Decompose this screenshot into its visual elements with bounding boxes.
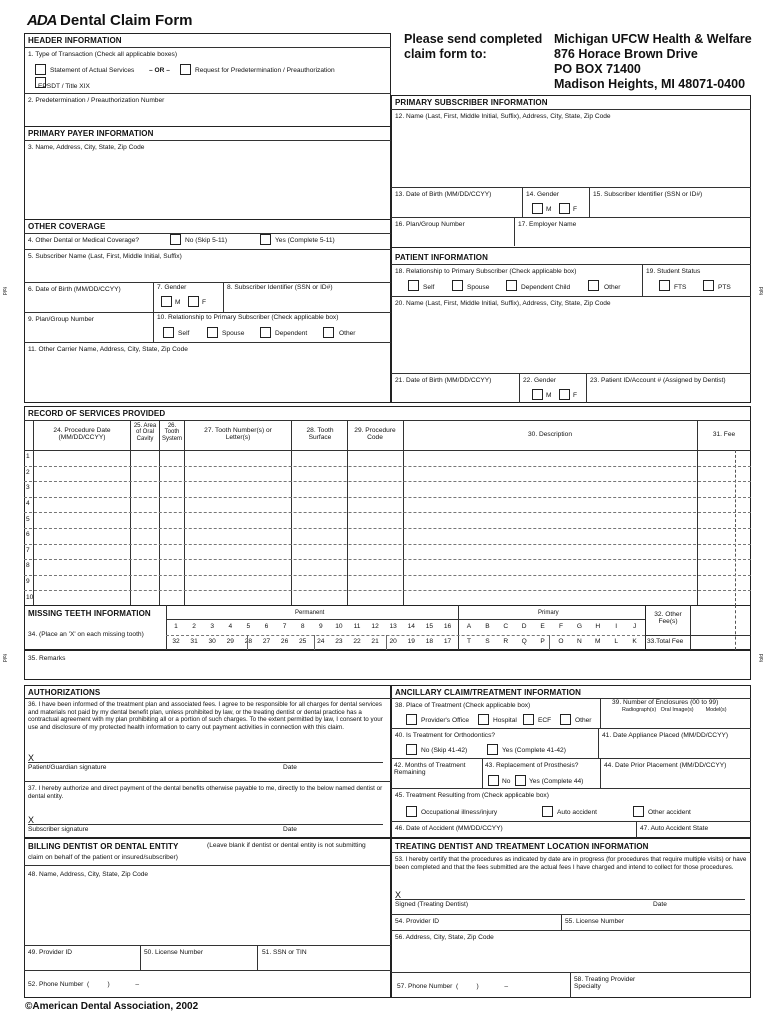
- header-information-title: HEADER INFORMATION: [28, 36, 122, 45]
- field-18-label: 18. Relationship to Primary Subscriber (Check applicable box): [395, 268, 577, 275]
- occupational-checkbox[interactable]: [406, 806, 417, 817]
- permanent-tooth[interactable]: 11: [353, 623, 361, 630]
- permanent-tooth[interactable]: 9: [318, 623, 323, 630]
- service-row[interactable]: [24, 590, 751, 606]
- rel-spouse-checkbox[interactable]: [207, 327, 218, 338]
- permanent-tooth[interactable]: 25: [299, 638, 307, 645]
- field-40-label: 40. Is Treatment for Orthodontics?: [395, 732, 496, 739]
- field-38-label: 38. Place of Treatment (Check applicable box): [395, 702, 531, 709]
- other-gender-f-label: F: [202, 299, 207, 306]
- missing-teeth-title: MISSING TEETH INFORMATION: [28, 609, 151, 618]
- billing-note: (Leave blank if dentist or dental entity is not submitting: [207, 842, 366, 849]
- x-mark-3: X: [395, 890, 402, 900]
- place-other-checkbox[interactable]: [560, 714, 571, 725]
- permanent-tooth[interactable]: 2: [192, 623, 196, 630]
- field-44-label: 44. Date Prior Placement (MM/DD/CCYY): [604, 762, 727, 769]
- field-36-text: 36. I have been informed of the treatment plan and associated fees. I agree to be responsible for all charges for dental services and materials not paid by my dental benefit plan, unless prohibited by law, or the treating dentist or dental practice has a contractual agreement with my plan prohibiting all or a portion of such charges. To the extent permitted by law, I consent to your use and disclosure of my protected health information to carry out payment activities in connection with this claim.: [28, 701, 383, 731]
- services-title: RECORD OF SERVICES PROVIDED: [28, 409, 166, 418]
- col-procedure-date: 24. Procedure Date (MM/DD/CCYY): [53, 427, 111, 441]
- ortho-yes-label: Yes (Complete 41-42): [502, 747, 566, 754]
- subscriber-date-label: Date: [283, 826, 297, 833]
- service-row[interactable]: [24, 497, 751, 513]
- service-row-number: 8: [26, 562, 30, 570]
- permanent-tooth[interactable]: 21: [371, 638, 379, 645]
- field-8-label: 8. Subscriber Identifier (SSN or ID#): [227, 284, 333, 291]
- permanent-tooth[interactable]: 27: [262, 638, 271, 645]
- pat-dependent-checkbox[interactable]: [506, 280, 517, 291]
- rel-dependent-label: Dependent: [275, 330, 308, 337]
- primary-tooth[interactable]: H: [595, 623, 601, 630]
- col-tooth-system: 26. Tooth System: [161, 423, 182, 442]
- field-19-label: 19. Student Status: [646, 268, 701, 275]
- permanent-tooth[interactable]: 17: [443, 638, 452, 645]
- primary-tooth[interactable]: C: [503, 623, 509, 630]
- permanent-tooth[interactable]: 18: [425, 638, 434, 645]
- prosthesis-yes-checkbox[interactable]: [515, 775, 526, 786]
- treating-signature-label: Signed (Treating Dentist): [395, 901, 469, 908]
- field-43-label: 43. Replacement of Prosthesis?: [485, 762, 579, 769]
- other-coverage-yes-label: Yes (Complete 5-11): [275, 237, 335, 244]
- treating-date-label: Date: [653, 901, 667, 908]
- auto-accident-checkbox[interactable]: [542, 806, 553, 817]
- field-32-label: 32. Other Fee(s): [654, 611, 682, 625]
- service-row[interactable]: [24, 481, 751, 497]
- permanent-tooth[interactable]: 24: [317, 638, 325, 645]
- pat-self-checkbox[interactable]: [408, 280, 419, 291]
- prosthesis-yes-label: Yes (Complete 44): [529, 778, 584, 785]
- other-gender-m-label: M: [175, 299, 181, 306]
- service-row[interactable]: [24, 512, 751, 528]
- other-gender-m-checkbox[interactable]: [161, 296, 172, 307]
- patient-signature-label: Patient/Guardian signature: [28, 764, 107, 771]
- col-tooth-surface: 28. Tooth Surface: [306, 427, 334, 441]
- primary-tooth[interactable]: T: [466, 638, 472, 645]
- ecf-checkbox[interactable]: [523, 714, 534, 725]
- pat-gender-f-checkbox[interactable]: [559, 389, 570, 400]
- field-33-label: 33.Total Fee: [647, 638, 684, 645]
- patient-date-label: Date: [283, 764, 297, 771]
- x-mark-1: X: [28, 753, 35, 763]
- pat-spouse-checkbox[interactable]: [452, 280, 463, 291]
- primary-tooth[interactable]: L: [614, 638, 619, 645]
- field-7-label: 7. Gender: [157, 284, 187, 291]
- field-22-label: 22. Gender: [523, 377, 556, 384]
- permanent-tooth[interactable]: 28: [244, 638, 253, 645]
- permanent-tooth[interactable]: 30: [208, 638, 216, 645]
- other-coverage-no-label: No (Skip 5-11): [185, 237, 228, 244]
- service-row[interactable]: [24, 575, 751, 591]
- field-16-label: 16. Plan/Group Number: [395, 221, 465, 228]
- field-2-label: 2. Predetermination / Preauthorization Number: [28, 97, 165, 104]
- address-line-4: Madison Heights, MI 48071-0400: [554, 77, 746, 91]
- ancillary-title: ANCILLARY CLAIM/TREATMENT INFORMATION: [395, 688, 582, 697]
- pat-dependent-label: Dependent Child: [521, 284, 571, 291]
- col-area-oral-cavity: 25. Area of Oral Cavity: [133, 423, 157, 442]
- field-39-subcolumns: Radiograph(s) Oral Image(s) Model(s): [622, 707, 727, 713]
- ortho-yes-checkbox[interactable]: [487, 744, 498, 755]
- service-row-number: 1: [26, 453, 30, 461]
- billing-note-2: claim on behalf of the patient or insured/subscriber): [28, 854, 178, 861]
- primary-tooth[interactable]: M: [595, 638, 601, 645]
- permanent-tooth[interactable]: 26: [280, 638, 289, 645]
- service-row-number: 7: [26, 546, 30, 554]
- patient-information-title: PATIENT INFORMATION: [395, 253, 489, 262]
- field-5-label: 5. Subscriber Name (Last, First, Middle Initial, Suffix): [28, 253, 182, 260]
- other-accident-checkbox[interactable]: [633, 806, 644, 817]
- field-37-text: 37. I hereby authorize and direct payment of the dental benefits otherwise payable to me, directly to the below named dentist or dental entity.: [28, 785, 383, 800]
- field-6-label: 6. Date of Birth (MM/DD/CCYY): [28, 286, 121, 293]
- rel-self-label: Self: [178, 330, 190, 337]
- field-9-label: 9. Plan/Group Number: [28, 316, 94, 323]
- rel-other-label: Other: [339, 330, 356, 337]
- field-46-label: 46. Date of Accident (MM/DD/CCYY): [395, 825, 503, 832]
- pat-other-checkbox[interactable]: [588, 280, 599, 291]
- pts-label: PTS: [718, 284, 731, 291]
- other-carrier-input[interactable]: [28, 356, 384, 400]
- rel-self-checkbox[interactable]: [163, 327, 174, 338]
- send-instruction: Please send completed claim form to:: [404, 32, 543, 61]
- remarks-section: [24, 650, 751, 680]
- authorizations-title: AUTHORIZATIONS: [28, 688, 101, 697]
- service-row-number: 9: [26, 578, 30, 586]
- permanent-tooth[interactable]: 29: [226, 638, 234, 645]
- treating-address-input[interactable]: [395, 944, 745, 970]
- primary-tooth[interactable]: O: [558, 638, 564, 645]
- primary-tooth[interactable]: J: [632, 623, 637, 630]
- permanent-tooth[interactable]: 1: [174, 623, 178, 630]
- actual-services-label: Statement of Actual Services: [50, 67, 135, 74]
- form-title: Dental Claim Form: [60, 12, 193, 29]
- field-10-label: 10. Relationship to Primary Subscriber (Check applicable box): [157, 314, 339, 321]
- primary-tooth[interactable]: P: [540, 638, 545, 645]
- hospital-label: Hospital: [493, 717, 517, 724]
- ada-logo: ADA: [27, 12, 57, 29]
- field-1-label: 1. Type of Transaction (Check all applicable boxes): [28, 51, 178, 58]
- field-4-label: 4. Other Dental or Medical Coverage?: [28, 237, 140, 244]
- address-line-2: 876 Horace Brown Drive: [554, 47, 698, 61]
- col-procedure-code: 29. Procedure Code: [354, 427, 396, 441]
- x-mark-2: X: [28, 815, 35, 825]
- place-other-label: Other: [575, 717, 592, 724]
- copyright-footer: ©American Dental Association, 2002: [25, 1001, 199, 1012]
- permanent-tooth[interactable]: 22: [353, 638, 361, 645]
- rel-other-checkbox[interactable]: [323, 327, 334, 338]
- field-13-label: 13. Date of Birth (MM/DD/CCYY): [395, 191, 492, 198]
- field-45-label: 45. Treatment Resulting from (Check applicable box): [395, 792, 549, 799]
- service-row-number: 10: [26, 593, 34, 601]
- rel-spouse-label: Spouse: [222, 330, 245, 337]
- field-51-label: 51. SSN or TIN: [262, 949, 307, 956]
- permanent-tooth[interactable]: 5: [246, 623, 251, 630]
- treating-dentist-title: TREATING DENTIST AND TREATMENT LOCATION INFORMATION: [395, 842, 649, 851]
- sub-gender-f-checkbox[interactable]: [559, 203, 570, 214]
- field-49-label: 49. Provider ID: [28, 949, 72, 956]
- field-35-label: 35. Remarks: [28, 655, 66, 662]
- providers-office-label: Provider's Office: [421, 717, 470, 724]
- pat-self-label: Self: [423, 284, 435, 291]
- auto-accident-label: Auto accident: [557, 809, 597, 816]
- other-coverage-title: OTHER COVERAGE: [28, 222, 106, 231]
- permanent-tooth[interactable]: 31: [190, 638, 198, 645]
- primary-tooth[interactable]: N: [577, 638, 582, 645]
- field-52-label: 52. Phone Number ( ) –: [28, 981, 140, 988]
- primary-payer-title: PRIMARY PAYER INFORMATION: [28, 129, 154, 138]
- permanent-label: Permanent: [295, 610, 325, 616]
- sub-gender-f-label: F: [573, 206, 578, 213]
- field-17-label: 17. Employer Name: [518, 221, 577, 228]
- pat-spouse-label: Spouse: [467, 284, 490, 291]
- other-accident-label: Other accident: [648, 809, 691, 816]
- epsdt-text: EPSDT / Title XIX: [38, 83, 90, 90]
- service-row-number: 3: [26, 484, 30, 492]
- fold-mark-left: fold: [1, 286, 8, 296]
- permanent-tooth[interactable]: 7: [282, 623, 287, 630]
- pts-checkbox[interactable]: [703, 280, 714, 291]
- field-48-label: 48. Name, Address, City, State, Zip Code: [28, 871, 149, 878]
- field-11-label: 11. Other Carrier Name, Address, City, State, Zip Code: [28, 346, 188, 353]
- pat-gender-m-checkbox[interactable]: [532, 389, 543, 400]
- or-label: – OR –: [149, 67, 170, 74]
- payer-address: [554, 32, 752, 92]
- permanent-tooth[interactable]: 8: [300, 623, 305, 630]
- field-47-label: 47. Auto Accident State: [640, 825, 709, 832]
- occupational-label: Occupational illness/injury: [421, 809, 498, 816]
- primary-tooth[interactable]: Q: [521, 638, 527, 645]
- subscriber-signature-label: Subscriber signature: [28, 826, 89, 833]
- permanent-tooth[interactable]: 4: [228, 623, 233, 630]
- service-row-number: 4: [26, 500, 30, 508]
- permanent-tooth[interactable]: 19: [407, 638, 415, 645]
- ortho-no-label: No (Skip 41-42): [421, 747, 468, 754]
- other-gender-f-checkbox[interactable]: [188, 296, 199, 307]
- field-34-label: 34. (Place an 'X' on each missing tooth): [28, 631, 144, 638]
- permanent-tooth[interactable]: 13: [389, 623, 397, 630]
- payer-address-input[interactable]: [28, 154, 384, 214]
- primary-tooth[interactable]: G: [576, 623, 582, 630]
- predetermination-label: Request for Predetermination / Preauthorization: [195, 67, 335, 74]
- service-row[interactable]: [24, 559, 751, 575]
- other-subscriber-name-input[interactable]: [28, 262, 384, 280]
- field-39-label: 39. Number of Enclosures (00 to 99): [612, 699, 719, 706]
- field-20-label: 20. Name (Last, First, Middle Initial, Suffix), Address, City, State, Zip Code: [395, 300, 611, 307]
- service-row[interactable]: [24, 466, 751, 482]
- service-row-number: 6: [26, 531, 30, 539]
- permanent-tooth[interactable]: 3: [210, 623, 215, 630]
- providers-office-checkbox[interactable]: [406, 714, 417, 725]
- primary-tooth[interactable]: S: [485, 638, 490, 645]
- field-21-label: 21. Date of Birth (MM/DD/CCYY): [395, 377, 492, 384]
- fold-mark-right: fold: [759, 286, 766, 296]
- service-row-number: 5: [26, 515, 30, 523]
- primary-tooth[interactable]: K: [632, 638, 637, 645]
- field-3-label: 3. Name, Address, City, State, Zip Code: [28, 144, 145, 151]
- other-coverage-no-checkbox[interactable]: [170, 234, 181, 245]
- service-row-number: 2: [26, 468, 30, 476]
- permanent-tooth[interactable]: 23: [335, 638, 343, 645]
- hospital-checkbox[interactable]: [478, 714, 489, 725]
- fold-mark-left-2: fold: [1, 653, 8, 663]
- pat-other-label: Other: [604, 284, 621, 291]
- billing-title: BILLING DENTIST OR DENTAL ENTITY: [28, 842, 179, 851]
- fold-mark-right-2: fold: [759, 653, 766, 663]
- field-56-label: 56. Address, City, State, Zip Code: [395, 934, 494, 941]
- permanent-tooth[interactable]: 32: [172, 638, 180, 645]
- permanent-tooth[interactable]: 14: [407, 623, 415, 630]
- col-description: 30. Description: [528, 431, 572, 438]
- predetermination-checkbox[interactable]: [180, 64, 191, 75]
- pat-gender-f-label: F: [573, 392, 578, 399]
- field-50-label: 50. License Number: [144, 949, 204, 956]
- sub-gender-m-checkbox[interactable]: [532, 203, 543, 214]
- permanent-tooth[interactable]: 6: [264, 623, 269, 630]
- subscriber-name-input[interactable]: [395, 124, 745, 184]
- permanent-tooth[interactable]: 12: [371, 623, 379, 630]
- permanent-tooth[interactable]: 15: [425, 623, 434, 630]
- permanent-tooth[interactable]: 16: [443, 623, 452, 630]
- field-12-label: 12. Name (Last, First, Middle Initial, Suffix), Address, City, State, Zip Code: [395, 113, 611, 120]
- ortho-no-checkbox[interactable]: [406, 744, 417, 755]
- address-line-1: Michigan UFCW Health & Welfare: [554, 32, 752, 46]
- field-53-text: 53. I hereby certify that the procedures as indicated by date are in progress (for procedures that require multiple visits) or have been completed and that the fees submitted are the actual fees I have charged and intend to collect for those procedures.: [395, 856, 747, 871]
- col-tooth-number: 27. Tooth Number(s) or Letter(s): [204, 427, 272, 441]
- permanent-tooth[interactable]: 10: [335, 623, 343, 630]
- primary-subscriber-title: PRIMARY SUBSCRIBER INFORMATION: [395, 98, 548, 107]
- fts-checkbox[interactable]: [659, 280, 670, 291]
- primary-tooth[interactable]: E: [540, 623, 545, 630]
- pat-gender-m-label: M: [546, 392, 552, 399]
- ecf-label: ECF: [538, 717, 552, 724]
- field-58-label: 58. Treating Provider Specialty: [574, 976, 636, 990]
- field-23-label: 23. Patient ID/Account # (Assigned by Dentist): [590, 377, 726, 384]
- primary-tooth[interactable]: R: [503, 638, 509, 645]
- billing-name-input[interactable]: [28, 882, 384, 942]
- field-42-label: 42. Months of Treatment Remaining: [394, 762, 466, 776]
- other-coverage-yes-checkbox[interactable]: [260, 234, 271, 245]
- actual-services-checkbox[interactable]: [35, 64, 46, 75]
- field-54-label: 54. Provider ID: [395, 918, 439, 925]
- field-15-label: 15. Subscriber Identifier (SSN or ID#): [593, 191, 703, 198]
- service-row[interactable]: [24, 528, 751, 544]
- rel-dependent-checkbox[interactable]: [260, 327, 271, 338]
- fts-label: FTS: [674, 284, 687, 291]
- field-55-label: 55. License Number: [565, 918, 625, 925]
- permanent-tooth[interactable]: 20: [389, 638, 397, 645]
- col-fee: 31. Fee: [712, 431, 736, 438]
- prosthesis-no-label: No: [502, 778, 511, 785]
- address-line-3: PO BOX 71400: [554, 62, 641, 76]
- field-57-label: 57. Phone Number ( ) –: [397, 983, 509, 990]
- primary-tooth[interactable]: D: [521, 623, 527, 630]
- service-row[interactable]: [24, 544, 751, 560]
- service-row[interactable]: [24, 450, 751, 466]
- primary-tooth[interactable]: A: [466, 623, 472, 630]
- prosthesis-no-checkbox[interactable]: [488, 775, 499, 786]
- sub-gender-m-label: M: [546, 206, 552, 213]
- primary-tooth[interactable]: I: [615, 623, 618, 630]
- field-14-label: 14. Gender: [526, 191, 559, 198]
- primary-label: Primary: [538, 610, 559, 616]
- primary-tooth[interactable]: F: [558, 623, 564, 630]
- patient-name-input[interactable]: [395, 310, 745, 370]
- field-41-label: 41. Date Appliance Placed (MM/DD/CCYY): [602, 732, 729, 739]
- predetermination-number-input[interactable]: [28, 106, 384, 122]
- primary-tooth[interactable]: B: [485, 623, 490, 630]
